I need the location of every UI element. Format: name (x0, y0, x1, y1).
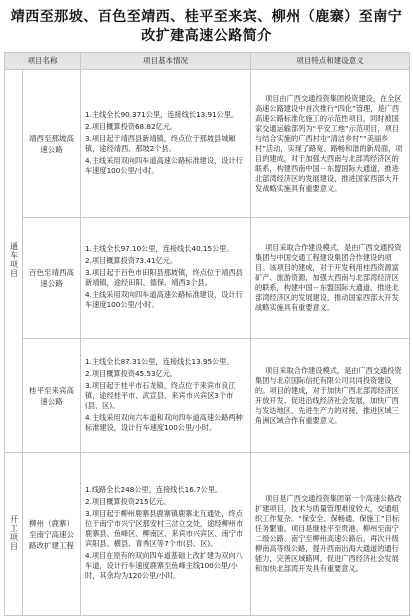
project-name: 靖西至那坡高速公路 (23, 70, 81, 218)
info-line: 3.项目起于桂平市石龙镇，终点位于来宾市良江镇，途经桂平市、武宣县、来宾市兴宾区3个市(县、区)。 (85, 380, 236, 410)
project-feature: 项目由广西交通投资集团投资建设，在全区高速公路建设中首次推行“四化”管理，是广西高速公路标准化施工的示范性项目，同时被国家交通运输部列为“平安工地”示范项目，项目与结合实施的广西村屯“清洁乡村”“美丽乡村”活动，实现了路宽、路畅和谐的新局面，项目的建成，对于加强大西南与北部湾经济区的联系，构建西南中国－东盟国际大通道，推进北部湾经济区的发展建设，推进国家西部大开发战略实施具有重要意义。 (251, 70, 410, 218)
info-line: 2.项目概算投资68.82亿元。 (85, 121, 178, 131)
project-name: 桂平至来宾高速公路 (23, 339, 81, 453)
header-project-name: 项目名称 (5, 53, 81, 70)
info-line: 4.主线采用双向四车道高速公路标准建设，设计行车速度100公里/小时。 (85, 155, 243, 175)
table-row (5, 453, 410, 616)
info-line: 2.项目概算投资215亿元。 (85, 497, 171, 506)
project-feature: 项目采取合作建设模式，是由广西交通投资集团与北京国际信托有限公司共同投资建设的。项目的建成，对于加快广西北部湾经济区开放开发、促进沿线经济社会发展，加快广西与发达地区、先进生产力的对接，推进区域三角洲区域合作有重要意义。 (251, 339, 410, 453)
header-project-feature: 项目特点和建设意义 (251, 53, 410, 70)
info-line: 1.线路全长248公里，连接线长16.7公里。 (85, 485, 223, 494)
info-line: 1.主线全长87.31公里，连接线长13.95公里。 (85, 356, 234, 366)
page-title (4, 8, 409, 46)
project-name: 柳州（鹿寨）至南宁高速公路改扩建工程 (23, 453, 81, 616)
info-line: 1.主线全长97.10公里，连接线长40.15公里。 (85, 244, 234, 253)
project-info (81, 453, 251, 616)
table-header-row (5, 53, 410, 70)
info-line: 2.项目概算投资45.53亿元。 (85, 368, 178, 378)
info-line: 3.项目起于靖西县新靖镇，终点位于那坡县城厢镇，途经靖西、那坡2个县。 (85, 133, 236, 153)
projects-table (4, 52, 410, 616)
info-line: 4.主线采用双向六车道和双向四车道高速公路两种标准建设，设计行车速度100公里/小时。 (85, 412, 243, 432)
info-line: 2.项目概算投资73.41亿元。 (85, 256, 178, 265)
project-name: 百色至靖西高速公路 (23, 218, 81, 339)
info-line: 4.项目在原有的双向四车道基础上改扩建为双向八车道，设计行车速度鹿寨至鱼峰主线100公里/小时，其余均为120公里/小时。 (85, 551, 243, 580)
group-opened (5, 70, 23, 453)
table-row (5, 339, 410, 453)
table-row (5, 218, 410, 339)
info-line: 3.项目起于柳州鹿寨县鹿寨镇鹿寨北互通处，终点位于南宁市兴宁区那安村三岔立交处，途经柳州市鹿寨县、鱼峰区、柳南区、来宾市兴宾区、南宁市宾阳县、横县、青秀区等7个市(县、区)。 (85, 509, 244, 548)
info-line: 1.主线全长90.371公里，连接线长13.91公里。 (85, 109, 239, 119)
group-opened-label: 通车项目 (9, 241, 19, 278)
page-title-line1: 靖西至那坡、百色至靖西、桂平至来宾、柳州（鹿寨）至南宁 (10, 9, 403, 25)
info-line: 3.项目起于百色市田阳县那坡镇，终点位于靖西县新靖镇，途经田阳、德保、靖西3个县。 (85, 268, 243, 287)
project-feature: 项目采取合作建设模式，是由广西交通投资集团与中国交通工程建设集团合作建设的项目。该项目的建成，对于开发利用桂西资源富矿产、旅游资源，加强大西南与北部湾经济区的联系，构建中国－东盟国际大通道，推进北部湾经济区的发展建设，推动国家西部大开发战略实施具有重要意义。 (251, 218, 410, 339)
project-info (81, 70, 251, 218)
info-line: 4.主线采用双向四车道高速公路标准建设，设计行车速度100公里/小时。 (85, 290, 243, 309)
project-info (81, 339, 251, 453)
header-project-info: 项目基本情况 (81, 53, 251, 70)
project-feature: 项目是广西交通投资集团第一个高速公路改扩建项目，技术与质量管理难度较大，交通组织工作复杂。“保安全、保畅通、保施工”目标任务繁重。项目是继桂平至贵港、柳州至南宁二级公路、南宁至柳州高速公路后，再次升级柳南高等级公路，提升西南出海大通道的通行能力，完善区域路网，促进广西经济社会发展和加快北部湾开发具有重要意义。 (251, 453, 410, 616)
table-row (5, 70, 410, 218)
group-started-label: 开工项目 (9, 514, 19, 551)
page-title-line2: 改扩建高速公路简介 (141, 28, 272, 44)
group-started (5, 453, 23, 616)
project-info (81, 218, 251, 339)
